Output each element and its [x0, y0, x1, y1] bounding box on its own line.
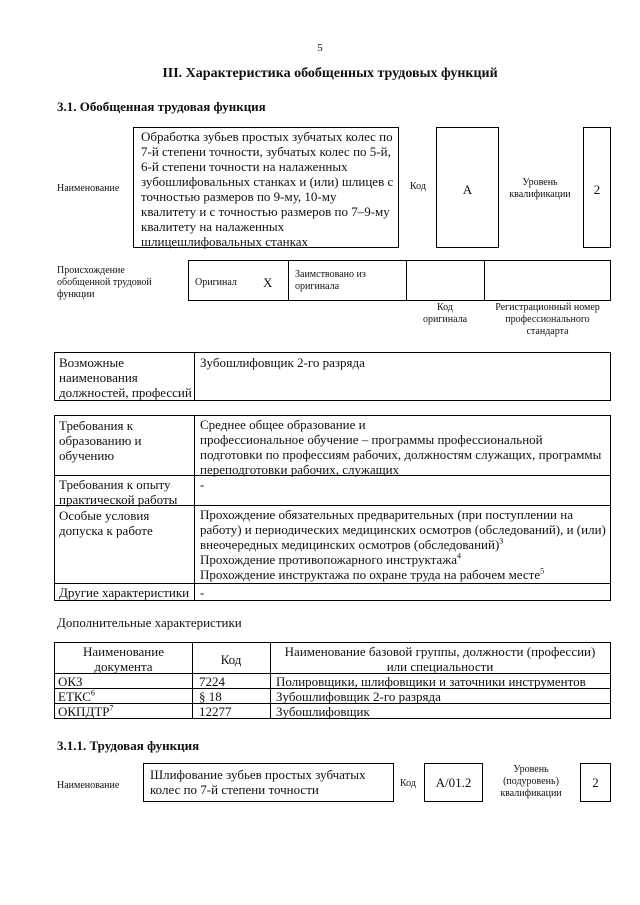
gtf-name-label: Наименование [57, 183, 120, 194]
origin-label-line: Происхождение [57, 265, 125, 276]
gtf-heading: 3.1. Обобщенная трудовая функция [57, 99, 266, 114]
other-value: - [200, 585, 205, 600]
table-row-doc [58, 704, 114, 719]
footnote-ref: 6 [90, 688, 95, 698]
education-line: Среднее общее образование и [200, 417, 366, 432]
positions-label-line: Возможные [59, 355, 124, 370]
tf-name-label: Наименование [57, 780, 120, 791]
origin-reg-caption-line: стандарта [526, 326, 569, 337]
additional-col-name [270, 644, 610, 674]
origin-original: Оригинал [195, 277, 237, 288]
origin-borrowed-line: оригинала [295, 281, 340, 292]
gtf-level-value: 2 [593, 182, 601, 197]
education-line: переподготовки рабочих, служащих [200, 462, 400, 477]
origin-code-caption-line: оригинала [422, 314, 468, 325]
table-row-name: Полировщики, шлифовщики и заточники инструментов [276, 674, 586, 689]
labor-line-text: Прохождение инструктажа по охране труда на рабочем месте [200, 567, 541, 582]
education-label-line: образованию и [59, 433, 142, 448]
page-number: 5 [317, 42, 323, 54]
fire-line-text: Прохождение противопожарного инструктажа [200, 552, 457, 567]
gtf-level-box [583, 127, 611, 248]
gtf-name-line: точностью размеров по 9-му, 10-му [141, 189, 337, 204]
conditions-line: работу) и периодических медицинских осмотров (обследований), и (или) [200, 522, 606, 537]
tf-level-label-line: Уровень [513, 764, 549, 775]
origin-reg-caption-line: Регистрационный номер [495, 302, 600, 313]
conditions-line-text: внеочередных медицинских осмотров (обследований) [200, 537, 500, 552]
origin-code-caption-line: Код [437, 302, 453, 313]
footnote-ref: 4 [456, 551, 461, 561]
positions-value: Зубошлифовщик 2-го разряда [200, 355, 365, 370]
footnote-ref: 5 [540, 566, 545, 576]
table-row-doc [58, 689, 95, 704]
experience-label-line: практической работы [59, 492, 178, 507]
footnote-ref: 3 [499, 536, 504, 546]
origin-borrowed [295, 269, 366, 293]
origin-mark: X [263, 275, 273, 290]
gtf-name-line: 7-й степени точности, зубчатых колес по 5-й, [141, 144, 391, 159]
conditions-label [59, 508, 153, 538]
tf-code-value: A/01.2 [435, 775, 472, 790]
experience-value: - [200, 477, 205, 492]
gtf-name-text [141, 129, 397, 249]
education-label-line: Требования к [59, 418, 134, 433]
additional-col-doc [55, 644, 192, 674]
origin-reg-caption [484, 302, 611, 338]
table-row-doc-text: ЕТКС [58, 689, 91, 704]
education-line: подготовки по профессиям рабочих, должностям служащих, программы [200, 447, 602, 462]
table-row-code: 7224 [199, 674, 225, 689]
education-value [200, 417, 608, 477]
tf-name-line: Шлифование зубьев простых зубчатых [150, 767, 366, 782]
gtf-name-line: зубошлифовальных станках и (или) шлицев с [141, 174, 394, 189]
other-label: Другие характеристики [59, 585, 190, 600]
experience-label [59, 477, 177, 507]
tf-name-box [143, 763, 394, 802]
labor-line [200, 567, 608, 582]
additional-col-name-line: Наименование базовой группы, должности (профессии) [284, 644, 596, 659]
origin-label-line: функции [57, 289, 95, 300]
gtf-level-label-line: квалификации [509, 189, 571, 200]
conditions-label-line: Особые условия [59, 508, 150, 523]
education-label [59, 418, 142, 463]
positions-label-line: должностей, профессий [59, 385, 192, 400]
gtf-name-box [133, 127, 399, 248]
origin-table [188, 260, 611, 301]
positions-table [54, 352, 611, 401]
conditions-value [200, 507, 608, 582]
tf-code-label: Код [400, 778, 416, 789]
gtf-code-label: Код [410, 181, 426, 192]
gtf-name-line: квалитету на налаженных [141, 219, 285, 234]
tf-name-line: колес по 7-й степени точности [150, 782, 319, 797]
requirements-table [54, 415, 611, 601]
section-title: III. Характеристика обобщенных трудовых функций [162, 66, 498, 81]
gtf-level-label-line: Уровень [522, 177, 558, 188]
gtf-code-value: A [462, 182, 473, 197]
positions-label [59, 355, 192, 400]
footnote-ref: 7 [109, 703, 114, 713]
gtf-code-box [436, 127, 499, 248]
education-line: профессиональное обучение – программы профессиональной [200, 432, 543, 447]
origin-label-line: обобщенной трудовой [57, 277, 152, 288]
tf-code-box [424, 763, 483, 802]
additional-col-doc-line: документа [94, 659, 153, 674]
conditions-line [200, 537, 608, 552]
additional-table [54, 642, 611, 719]
table-row-code: § 18 [199, 689, 222, 704]
conditions-label-line: допуска к работе [59, 523, 153, 538]
table-row-doc: ОКЗ [58, 674, 83, 689]
table-row-doc-text: ОКПДТР [58, 704, 110, 719]
fire-line [200, 552, 608, 567]
table-row-name: Зубошлифовщик 2-го разряда [276, 689, 441, 704]
tf-level-label-line: (подуровень) [503, 776, 559, 787]
tf-level-label-line: квалификации [500, 788, 562, 799]
table-row-code: 12277 [199, 704, 232, 719]
additional-heading: Дополнительные характеристики [57, 615, 242, 630]
gtf-name-line: Обработка зубьев простых зубчатых колес по [141, 129, 393, 144]
origin-reg-caption-line: профессионального [505, 314, 590, 325]
gtf-name-line: квалитету и с точностью размеров по 7–9-му [141, 204, 390, 219]
origin-borrowed-line: Заимствовано из [295, 269, 366, 280]
gtf-level-label [500, 177, 580, 201]
additional-col-code: Код [220, 652, 242, 667]
education-label-line: обучению [59, 448, 115, 463]
gtf-name-line: шлицешлифовальных станках [141, 234, 308, 249]
tf-level-box [580, 763, 611, 802]
origin-code-caption [406, 302, 484, 326]
gtf-name-line: 6-й степени точности на налаженных [141, 159, 348, 174]
positions-label-line: наименования [59, 370, 138, 385]
additional-col-doc-line: Наименование [83, 644, 164, 659]
tf-level-label [488, 764, 574, 800]
origin-label [57, 265, 152, 301]
table-row-name: Зубошлифовщик [276, 704, 370, 719]
experience-label-line: Требования к опыту [59, 477, 171, 492]
tf-level-value: 2 [592, 775, 599, 790]
tf-name-text [150, 767, 390, 797]
tf-heading: 3.1.1. Трудовая функция [57, 738, 200, 753]
conditions-line: Прохождение обязательных предварительных (при поступлении на [200, 507, 573, 522]
additional-col-name-line: или специальности [386, 659, 494, 674]
